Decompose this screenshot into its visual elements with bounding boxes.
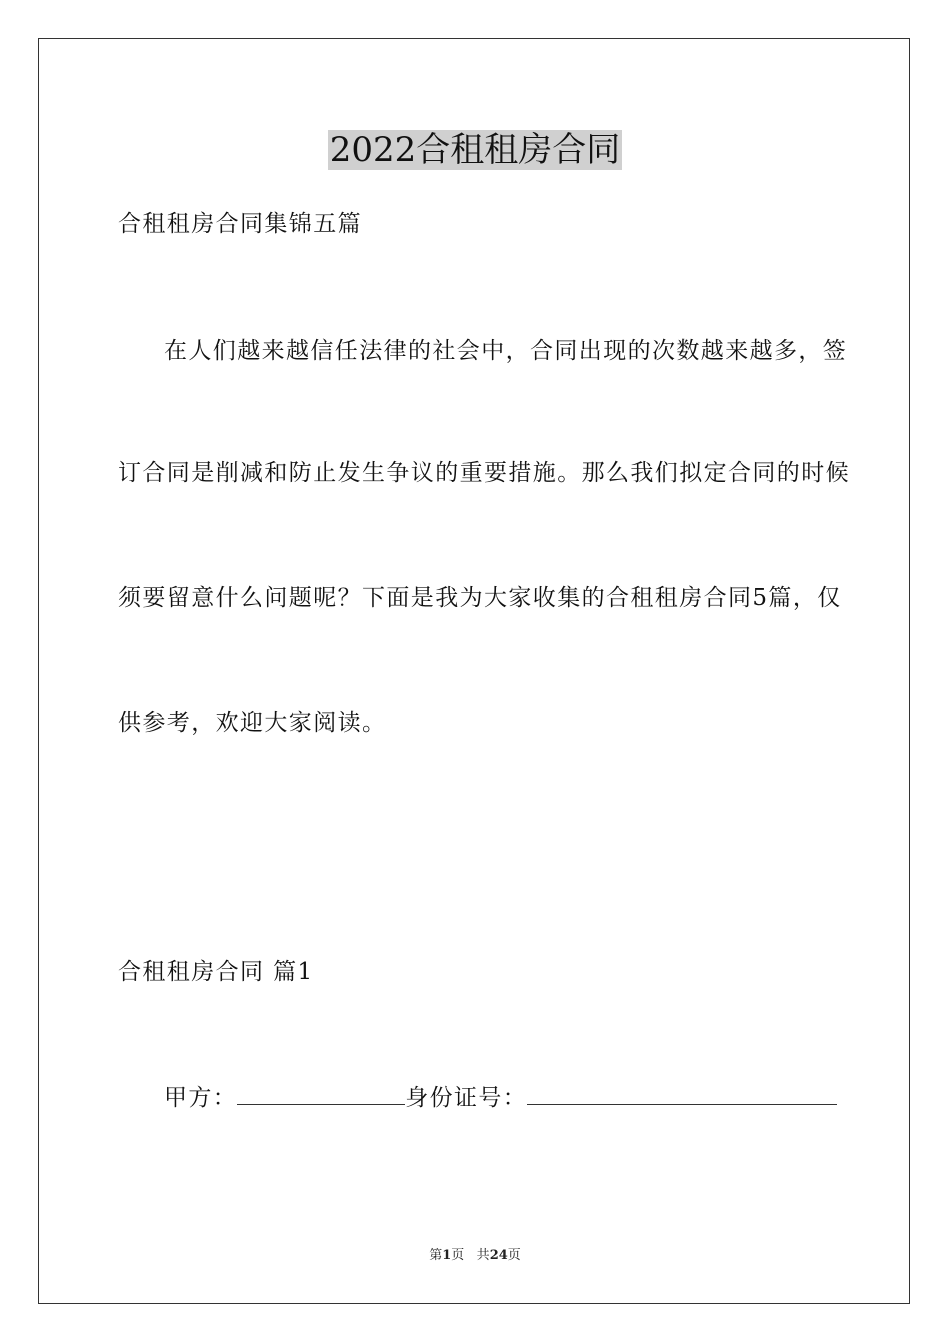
document-title xyxy=(0,125,950,175)
footer-page-suffix: 页 xyxy=(451,1248,465,1263)
section-heading: 合租租房合同 篇1 xyxy=(118,959,314,985)
intro-line-1: 在人们越来越信任法律的社会中，合同出现的次数越来越多，签 xyxy=(164,338,848,364)
footer-total-prefix: 共 xyxy=(476,1248,490,1263)
footer-page-prefix: 第 xyxy=(429,1248,443,1263)
id-number-blank[interactable] xyxy=(527,1082,837,1105)
intro-line-2: 订合同是削减和防止发生争议的重要措施。那么我们拟定合同的时候 xyxy=(118,460,850,486)
document-subtitle: 合租租房合同集锦五篇 xyxy=(118,211,362,237)
document-title-text: 2022合租租房合同 xyxy=(329,130,621,170)
party-a-name-blank[interactable] xyxy=(237,1082,405,1105)
id-number-label: 身份证号： xyxy=(405,1085,528,1111)
footer-total-pages: 24 xyxy=(489,1248,508,1263)
intro-line-4: 供参考，欢迎大家阅读。 xyxy=(118,710,387,736)
page-footer xyxy=(0,1246,950,1266)
intro-line-3: 须要留意什么问题呢？下面是我为大家收集的合租租房合同5篇，仅 xyxy=(118,585,842,611)
footer-total-suffix: 页 xyxy=(507,1248,521,1263)
footer-page-number: 1 xyxy=(442,1248,452,1263)
party-a-row xyxy=(164,1082,837,1113)
party-a-label: 甲方： xyxy=(164,1085,238,1111)
